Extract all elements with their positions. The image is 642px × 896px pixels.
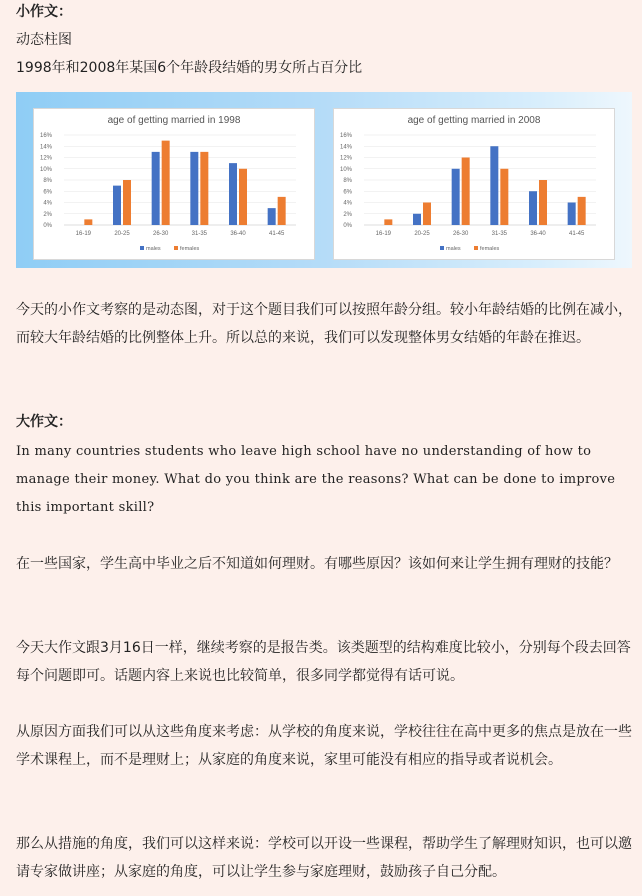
x-tick-label: 26-30 bbox=[152, 231, 169, 237]
chart-type-label: 动态柱图 bbox=[16, 32, 72, 48]
y-tick-label: 16% bbox=[339, 133, 352, 139]
legend-label-females: females bbox=[480, 246, 500, 252]
y-tick-label: 12% bbox=[39, 155, 52, 162]
bar-males-31-35 bbox=[490, 146, 498, 225]
y-tick-label: 6% bbox=[43, 189, 52, 196]
x-tick-label: 36-40 bbox=[230, 231, 246, 237]
y-tick-label: 12% bbox=[339, 155, 352, 162]
big-essay-prompt-zh: 在一些国家，学生高中毕业之后不知道如何理财。有哪些原因？该如何来让学生拥有理财的技能？ bbox=[16, 556, 618, 572]
legend-label-males: males bbox=[146, 246, 161, 252]
legend-label-males: males bbox=[446, 246, 461, 252]
chart-card-2008 bbox=[333, 108, 615, 260]
y-tick-label: 10% bbox=[39, 166, 52, 173]
bar-males-41-45 bbox=[268, 208, 276, 225]
bar-females-41-45 bbox=[278, 197, 286, 225]
bar-males-20-25 bbox=[413, 214, 421, 225]
bar-males-41-45 bbox=[568, 203, 576, 226]
y-tick-label: 8% bbox=[43, 178, 52, 184]
y-tick-label: 10% bbox=[339, 166, 352, 173]
x-tick-label: 31-35 bbox=[191, 231, 208, 237]
bar-males-31-35 bbox=[190, 152, 198, 225]
y-tick-label: 14% bbox=[339, 144, 352, 151]
bar-females-20-25 bbox=[123, 180, 131, 225]
big-essay-analysis-1: 今天大作文跟3月16日一样，继续考察的是报告类。该类题型的结构难度比较小，分别每个段去回答每个问题即可。话题内容上来说也比较简单，很多同学都觉得有话可说。 bbox=[16, 640, 631, 684]
chart-card-1998 bbox=[33, 108, 315, 260]
chart-1998 bbox=[34, 109, 314, 259]
small-essay-heading: 小作文： bbox=[16, 4, 72, 20]
bar-females-26-30 bbox=[162, 141, 170, 225]
bar-males-20-25 bbox=[113, 186, 121, 225]
y-tick-label: 0% bbox=[343, 223, 352, 229]
x-tick-label: 36-40 bbox=[530, 231, 546, 237]
bar-females-36-40 bbox=[239, 169, 247, 225]
legend-swatch-females bbox=[474, 246, 478, 250]
bar-females-36-40 bbox=[539, 180, 547, 225]
y-tick-label: 2% bbox=[43, 211, 52, 218]
x-tick-label: 41-45 bbox=[268, 231, 285, 237]
legend-swatch-females bbox=[174, 246, 178, 250]
y-tick-label: 8% bbox=[343, 178, 352, 184]
bar-females-16-19 bbox=[384, 219, 392, 225]
bar-females-31-35 bbox=[200, 152, 208, 225]
x-tick-label: 20-25 bbox=[114, 231, 130, 237]
legend-label-females: females bbox=[180, 246, 200, 252]
y-tick-label: 14% bbox=[39, 144, 52, 151]
x-tick-label: 16-19 bbox=[75, 231, 92, 237]
bar-females-41-45 bbox=[578, 197, 586, 225]
legend-swatch-males bbox=[440, 246, 444, 250]
bar-females-16-19 bbox=[84, 219, 92, 225]
y-tick-label: 6% bbox=[343, 189, 352, 196]
y-tick-label: 0% bbox=[43, 223, 52, 229]
bar-females-26-30 bbox=[462, 158, 470, 226]
x-tick-label: 16-19 bbox=[375, 231, 392, 237]
x-tick-label: 26-30 bbox=[452, 231, 469, 237]
charts-banner bbox=[16, 92, 632, 268]
chart-2008 bbox=[334, 109, 614, 259]
y-tick-label: 2% bbox=[343, 211, 352, 218]
y-tick-label: 16% bbox=[39, 133, 52, 139]
x-tick-label: 20-25 bbox=[414, 231, 430, 237]
bar-males-36-40 bbox=[529, 191, 537, 225]
big-essay-analysis-3: 那么从措施的角度，我们可以这样来说：学校可以开设一些课程，帮助学生了解理财知识，也可以邀请专家做讲座；从家庭的角度，可以让学生参与家庭理财，鼓励孩子自己分配。 bbox=[16, 836, 632, 880]
x-tick-label: 31-35 bbox=[491, 231, 508, 237]
bar-females-20-25 bbox=[423, 203, 431, 226]
bar-females-31-35 bbox=[500, 169, 508, 225]
bar-males-26-30 bbox=[152, 152, 160, 225]
legend-swatch-males bbox=[140, 246, 144, 250]
chart-title: age of getting married in 1998 bbox=[107, 115, 241, 126]
chart-title: age of getting married in 2008 bbox=[407, 115, 541, 126]
small-essay-analysis: 今天的小作文考察的是动态图，对于这个题目我们可以按照年龄分组。较小年龄结婚的比例在减小，而较大年龄结婚的比例整体上升。所以总的来说，我们可以发现整体男女结婚的年龄在推迟。 bbox=[16, 302, 632, 346]
bar-males-26-30 bbox=[452, 169, 460, 225]
big-essay-heading: 大作文： bbox=[16, 414, 72, 430]
y-tick-label: 4% bbox=[343, 200, 352, 207]
big-essay-analysis-2: 从原因方面我们可以从这些角度来考虑：从学校的角度来说，学校往往在高中更多的焦点是放在一些学术课程上，而不是理财上；从家庭的角度来说，家里可能没有相应的指导或者说机会。 bbox=[16, 724, 632, 768]
bar-males-36-40 bbox=[229, 163, 237, 225]
big-essay-prompt-en: In many countries students who leave high school have no understanding of how to manage their money. What do you think are the reasons? What can be done to improve this important skill? bbox=[16, 444, 616, 515]
small-essay-topic: 1998年和2008年某国6个年龄段结婚的男女所占百分比 bbox=[16, 60, 363, 76]
x-tick-label: 41-45 bbox=[568, 231, 585, 237]
y-tick-label: 4% bbox=[43, 200, 52, 207]
